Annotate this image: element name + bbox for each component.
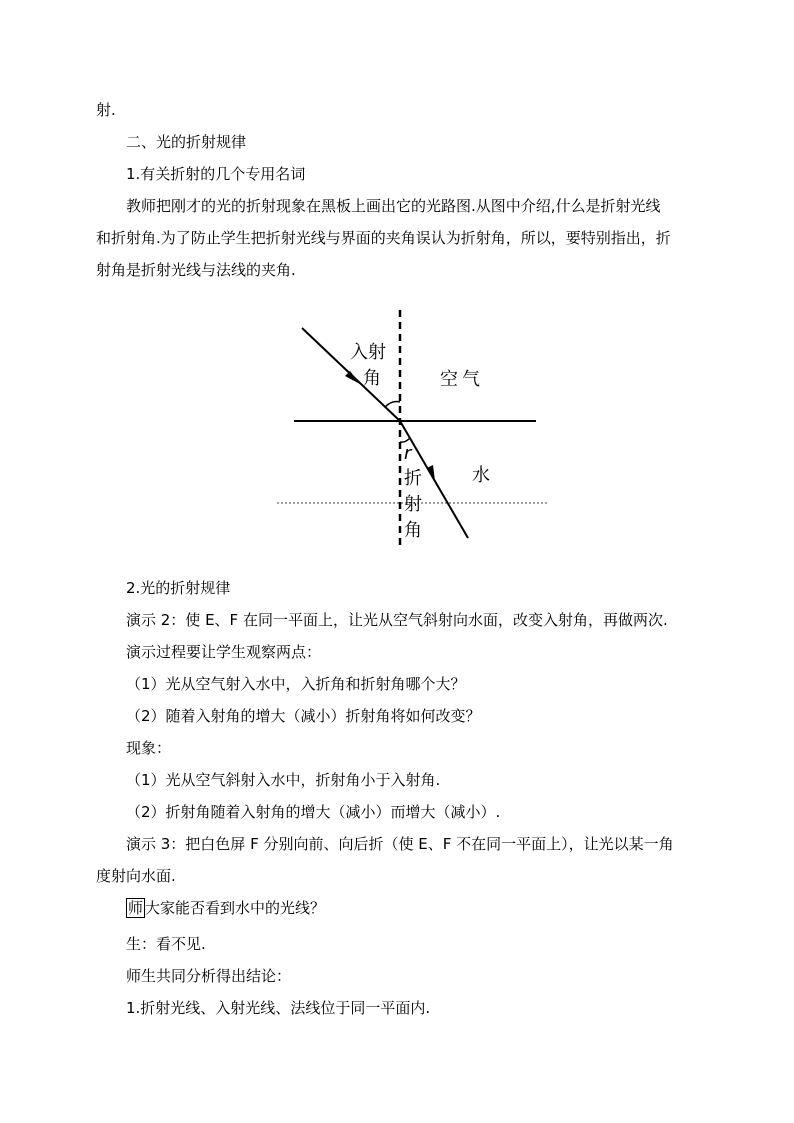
paragraph-line: 度射向水面.: [96, 867, 176, 885]
air-label: 空气: [440, 369, 484, 390]
incident-angle-label-line1: 入射: [350, 342, 386, 363]
list-item: （1）光从空气斜射入水中，折射角小于入射角.: [126, 771, 441, 789]
refraction-angle-label-line2: 射: [404, 494, 422, 515]
incident-angle-label-line2: 角: [363, 368, 381, 389]
paragraph-line: 演示 2：使 E、F 在同一平面上，让光从空气斜射向水面，改变入射角，再做两次.: [126, 611, 668, 629]
paragraph-line: 演示 3：把白色屏 F 分别向前、向后折（使 E、F 不在同一平面上），让光以某一角: [126, 835, 674, 853]
paragraph-fragment: 射.: [96, 101, 116, 119]
list-item: （1）光从空气射入水中，入折角和折射角哪个大？: [126, 675, 466, 693]
paragraph-line: 射角是折射光线与法线的夹角.: [96, 261, 296, 279]
refraction-diagram: [272, 300, 562, 560]
paragraph-line: 和折射角.为了防止学生把折射光线与界面的夹角误认为折射角，所以，要特别指出，折: [96, 229, 671, 247]
paragraph-line: 演示过程要让学生观察两点：: [126, 643, 322, 661]
incident-angle-arc: [385, 402, 400, 407]
refracted-ray-arrow: [427, 465, 435, 481]
subsection-heading: 2.光的折射规律: [126, 579, 231, 597]
paragraph-line: 教师把刚才的光的折射现象在黑板上画出它的光路图.从图中介绍,什么是折射光线: [126, 197, 661, 215]
section-heading: 二、光的折射规律: [126, 133, 247, 151]
refraction-angle-label-line3: 角: [404, 520, 422, 541]
refraction-angle-arc: [400, 438, 410, 442]
conclusion-line: 1.折射光线、入射光线、法线位于同一平面内.: [126, 999, 431, 1017]
incident-ray-arrow: [345, 371, 360, 384]
teacher-marker: 师: [128, 899, 144, 917]
paragraph-line: 现象：: [126, 739, 172, 757]
refraction-angle-symbol: r: [404, 443, 412, 464]
dialogue-line: 生：看不见.: [126, 935, 206, 953]
paragraph-line: 师生共同分析得出结论：: [126, 967, 292, 985]
water-label: 水: [472, 465, 490, 486]
list-item: （2）随着入射角的增大（减小）折射角将如何改变？: [126, 707, 481, 725]
refraction-angle-label-line1: 折: [404, 468, 422, 489]
subsection-heading: 1.有关折射的几个专用名词: [126, 165, 306, 183]
dialogue-line: [126, 898, 325, 918]
dialogue-text: 大家能否看到水中的光线？: [145, 899, 326, 917]
list-item: （2）折射角随着入射角的增大（减小）而增大（减小）.: [126, 803, 501, 821]
